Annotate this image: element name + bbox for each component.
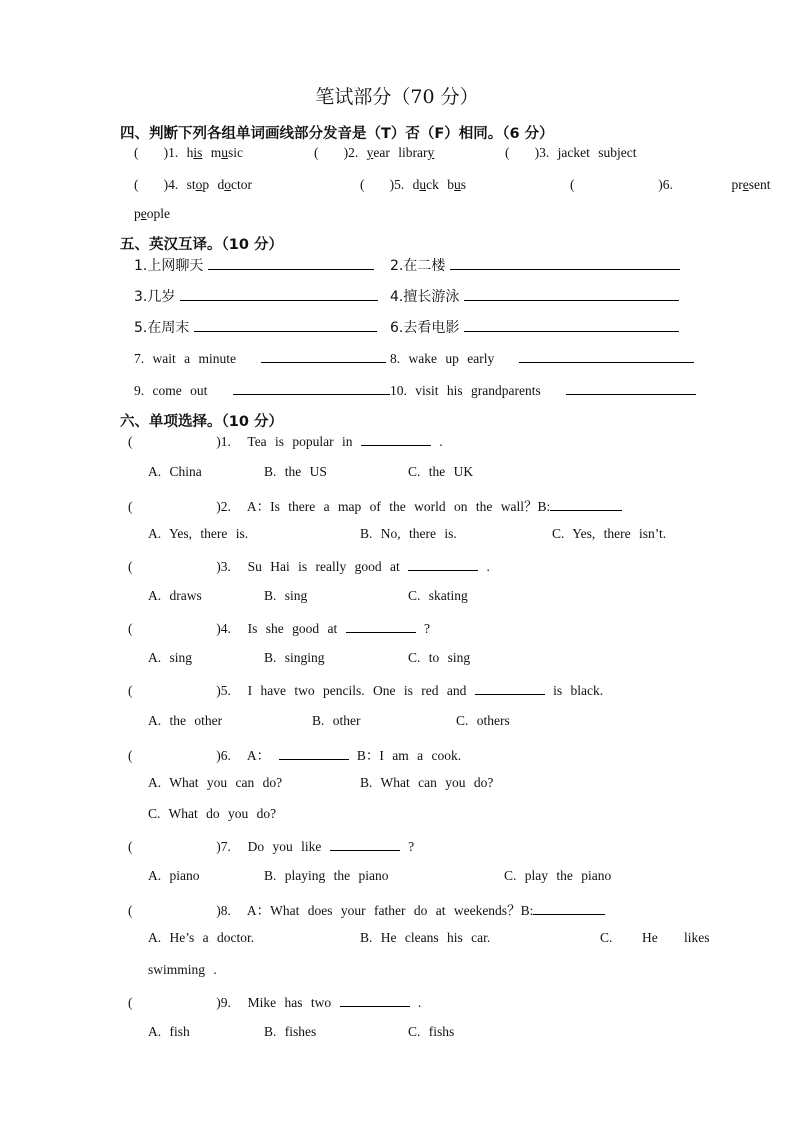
- answer-blank[interactable]: [464, 318, 679, 332]
- answer-blank[interactable]: [194, 318, 377, 332]
- s5-item-2: 2.在二楼: [390, 255, 680, 275]
- q1-option-a[interactable]: A. China: [148, 464, 202, 479]
- answer-blank[interactable]: [408, 557, 478, 571]
- q8-option-a[interactable]: A. He’s a doctor.: [148, 930, 255, 945]
- s5-item-1: 1.上网聊天: [134, 255, 374, 275]
- answer-blank[interactable]: [330, 837, 400, 851]
- answer-blank[interactable]: [346, 619, 416, 633]
- answer-blank[interactable]: [519, 349, 694, 363]
- s6-question-1: ( )1. Tea is popular in .: [128, 434, 443, 449]
- q3-option-c[interactable]: C. skating: [408, 588, 468, 603]
- s6-question-2: ( )2. A：Is there a map of the world on the wall？B:: [128, 495, 622, 515]
- q3-option-a[interactable]: A. draws: [148, 588, 202, 603]
- s6-question-9: ( )9. Mike has two .: [128, 995, 422, 1010]
- s5-item-4: 4.擅长游泳: [390, 286, 679, 306]
- s6-question-8: ( )8. A：What does your father do at weekends？B:: [128, 899, 605, 919]
- s6-question-5: ( )5. I have two pencils. One is red and is black.: [128, 683, 604, 698]
- q8-option-c-label[interactable]: C.: [600, 930, 613, 945]
- s6-question-7: ( )7. Do you like ?: [128, 839, 415, 854]
- answer-blank[interactable]: [361, 432, 431, 446]
- s5-item-9: 9. come out: [134, 381, 390, 399]
- q5-option-b[interactable]: B. other: [312, 713, 361, 728]
- answer-blank[interactable]: [550, 497, 622, 511]
- s5-item-6: 6.去看电影: [390, 317, 679, 337]
- q7-option-c[interactable]: C. play the piano: [504, 868, 612, 883]
- answer-blank[interactable]: [279, 746, 349, 760]
- answer-blank[interactable]: [475, 681, 545, 695]
- page-title: 笔试部分（70 分）: [315, 86, 479, 108]
- s5-item-3: 3.几岁: [134, 286, 378, 306]
- q8-option-c-word2: likes: [684, 930, 710, 945]
- q2-option-c[interactable]: C. Yes, there isn’t.: [552, 526, 667, 541]
- s5-item-5: 5.在周末: [134, 317, 377, 337]
- q7-option-a[interactable]: A. piano: [148, 868, 200, 883]
- q8-option-b[interactable]: B. He cleans his car.: [360, 930, 491, 945]
- answer-blank[interactable]: [340, 993, 410, 1007]
- q9-option-a[interactable]: A. fish: [148, 1024, 190, 1039]
- q6-option-c[interactable]: C. What do you do?: [148, 806, 277, 821]
- q8-option-c-wrap: swimming .: [148, 962, 217, 977]
- answer-blank[interactable]: [208, 256, 374, 270]
- s6-question-4: ( )4. Is she good at ?: [128, 621, 430, 636]
- q8-option-c-word1: He: [642, 930, 658, 945]
- answer-blank[interactable]: [566, 381, 696, 395]
- answer-blank[interactable]: [450, 256, 680, 270]
- s4-item-6-wrap: people: [134, 206, 170, 221]
- s4-item-4: ( )4. stop doctor: [134, 177, 253, 192]
- q4-option-b[interactable]: B. singing: [264, 650, 325, 665]
- section-5-heading: 五、英汉互译。（10 分）: [120, 237, 283, 253]
- section-6-heading: 六、单项选择。（10 分）: [120, 414, 283, 430]
- s5-item-7: 7. wait a minute: [134, 349, 386, 367]
- s5-item-10: 10. visit his grandparents: [390, 381, 696, 399]
- q5-option-c[interactable]: C. others: [456, 713, 510, 728]
- answer-blank[interactable]: [261, 349, 386, 363]
- q1-option-b[interactable]: B. the US: [264, 464, 327, 479]
- answer-blank[interactable]: [464, 287, 679, 301]
- section-4-heading: 四、判断下列各组单词画线部分发音是（T）否（F）相同。（6 分）: [120, 126, 554, 142]
- s4-item-6: ( )6. present: [570, 177, 771, 192]
- q2-option-a[interactable]: A. Yes, there is.: [148, 526, 249, 541]
- q2-option-b[interactable]: B. No, there is.: [360, 526, 457, 541]
- q3-option-b[interactable]: B. sing: [264, 588, 308, 603]
- q5-option-a[interactable]: A. the other: [148, 713, 223, 728]
- q4-option-a[interactable]: A. sing: [148, 650, 193, 665]
- s5-item-8: 8. wake up early: [390, 349, 694, 367]
- q6-option-b[interactable]: B. What can you do?: [360, 775, 494, 790]
- q1-option-c[interactable]: C. the UK: [408, 464, 474, 479]
- answer-blank[interactable]: [533, 901, 605, 915]
- q9-option-b[interactable]: B. fishes: [264, 1024, 317, 1039]
- answer-blank[interactable]: [233, 381, 390, 395]
- s4-item-1: ( )1. his music: [134, 145, 244, 160]
- s6-question-3: ( )3. Su Hai is really good at .: [128, 559, 490, 574]
- s4-item-5: ( )5. duck bus: [360, 177, 467, 192]
- q6-option-a[interactable]: A. What you can do?: [148, 775, 283, 790]
- q7-option-b[interactable]: B. playing the piano: [264, 868, 389, 883]
- s6-question-6: ( )6. A： B：I am a cook.: [128, 748, 462, 763]
- q4-option-c[interactable]: C. to sing: [408, 650, 471, 665]
- answer-blank[interactable]: [180, 287, 378, 301]
- s4-item-2: ( )2. year library: [314, 145, 435, 160]
- q9-option-c[interactable]: C. fishs: [408, 1024, 455, 1039]
- s4-item-3: ( )3. jacket subject: [505, 145, 637, 160]
